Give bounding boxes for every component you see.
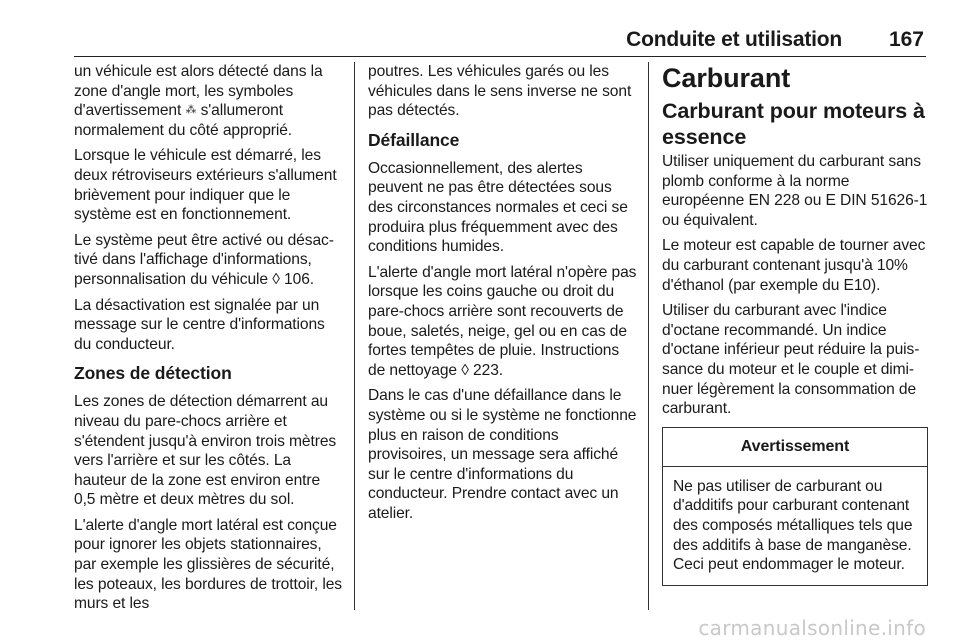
chapter-title: Carburant (662, 63, 791, 93)
warning-title: Avertissement (663, 428, 927, 467)
chapter-subtitle: Carburant pour moteurs à essence (662, 99, 925, 149)
paragraph: Occasionnellement, des alertes peuvent ne pas être détectées sous des circonstances normales et ceci se produira plus fréquemment avec des conditions humides. (368, 159, 628, 256)
blind-spot-warning-icon: ⁂ (185, 104, 197, 117)
paragraph: Utiliser uniquement du carburant sans plomb conforme à la norme européenne EN 228 ou E DIN 51626-1 ou équivalent. (662, 153, 928, 229)
paragraph: Les zones de détection démarrent au niveau du pare-chocs arrière et s'étendent jusqu'à environ trois mètres vers l'arrière et sur les côtés. La hauteur de la zone est environ entre 0,5 mètre et deux mètres du sol. (74, 393, 337, 509)
paragraph: La désactivation est signalée par un message sur le centre d'informations du conducteur. (74, 296, 325, 353)
paragraph: Dans le cas d'une défaillance dans le système ou si le système ne fonctionne plus en raison de conditions provisoires, un message sera affiché sur le centre d'informations du conducteur. Prendre contact avec un atelier. (368, 387, 637, 522)
warning-text: Ne pas utiliser de carburant ou d'additifs pour carburant contenant des composés métalliques tels que des additifs à base de manganèse. Ceci peut endommager le moteur. (673, 477, 913, 574)
paragraph: Le système peut être activé ou désactivé dans l'affichage d'informations, personnalisation du véhicule ◊ 106. (74, 231, 334, 288)
section-heading: Défaillance (368, 129, 460, 150)
warning-body (663, 467, 927, 585)
column-2 (368, 62, 638, 529)
page-header (74, 26, 926, 57)
warning-box (662, 427, 928, 586)
paragraph: L'alerte d'angle mort latéral est conçue pour ignorer les objets stationnaires, par exemple les glissières de sécurité, les poteaux, les bordures de trottoir, les murs et les (74, 516, 342, 613)
watermark: carmanualsonline.info (698, 616, 926, 640)
paragraph: Utiliser du carburant avec l'indice d'octane recommandé. Un indice d'octane inférieur peut réduire la puissance du moteur et le couple et diminuer légèrement la consommation de carburant. (662, 302, 920, 418)
page-number: 167 (888, 28, 924, 51)
column-3 (662, 62, 928, 586)
paragraph: un véhicule est alors détecté dans la zone d'angle mort, les symboles d'avertissement ⁂ s'allumeront normalement du côté approprié. (74, 63, 323, 139)
paragraph: Le moteur est capable de tourner avec du carburant contenant jusqu'à 10% d'éthanol (par exemple du E10). (662, 237, 926, 294)
section-heading: Zones de détection (74, 363, 232, 384)
column-divider-right (648, 62, 649, 610)
paragraph: L'alerte d'angle mort latéral n'opère pas lorsque les coins gauche ou droit du pare-chocs arrière sont recouverts de boue, saletés, neige, gel ou en cas de fortes tempêtes de pluie. Instructions de nettoyage ◊ 223. (368, 263, 637, 379)
column-1 (74, 62, 344, 620)
column-divider-left (354, 62, 355, 610)
paragraph: Lorsque le véhicule est démarré, les deux rétroviseurs extérieurs s'allument brièvement pour indiquer que le système est en fonctionnement. (74, 147, 337, 224)
paragraph: poutres. Les véhicules garés ou les véhicules dans le sens inverse ne sont pas détectés. (368, 63, 632, 120)
section-title: Conduite et utilisation (626, 28, 842, 51)
